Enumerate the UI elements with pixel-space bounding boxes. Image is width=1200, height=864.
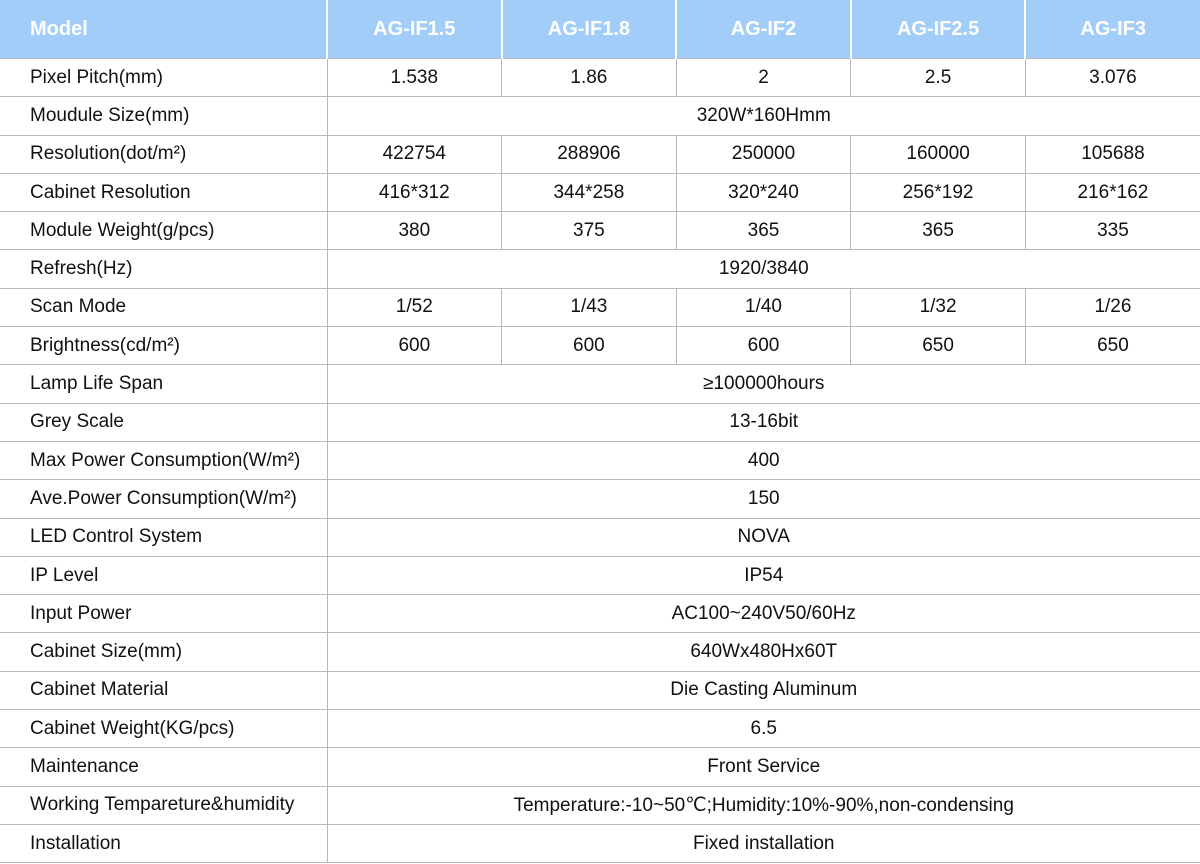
row-value-all-models: 1920/3840 xyxy=(327,250,1200,288)
table-row xyxy=(0,250,1200,288)
table-row xyxy=(0,173,1200,211)
row-value: 365 xyxy=(851,212,1026,250)
row-value-all-models: AC100~240V50/60Hz xyxy=(327,595,1200,633)
model-header-ag-if1-8: AG-IF1.8 xyxy=(502,0,677,59)
table-row xyxy=(0,288,1200,326)
row-value: 375 xyxy=(502,212,677,250)
table-row xyxy=(0,135,1200,173)
row-label: LED Control System xyxy=(0,518,327,556)
row-value: 1/52 xyxy=(327,288,502,326)
table-row xyxy=(0,365,1200,403)
row-label: Ave.Power Consumption(W/m²) xyxy=(0,480,327,518)
row-value: 416*312 xyxy=(327,173,502,211)
spec-table-body xyxy=(0,59,1200,863)
row-value-all-models: Fixed installation xyxy=(327,824,1200,862)
model-header-ag-if2: AG-IF2 xyxy=(676,0,851,59)
row-value-all-models: 640Wx480Hx60T xyxy=(327,633,1200,671)
row-value: 650 xyxy=(851,327,1026,365)
row-label: Max Power Consumption(W/m²) xyxy=(0,441,327,479)
row-value-all-models: 13-16bit xyxy=(327,403,1200,441)
model-header-ag-if2-5: AG-IF2.5 xyxy=(851,0,1026,59)
row-value: 3.076 xyxy=(1025,59,1200,97)
header-row xyxy=(0,0,1200,59)
row-value: 1/26 xyxy=(1025,288,1200,326)
row-value: 288906 xyxy=(502,135,677,173)
row-label: Maintenance xyxy=(0,748,327,786)
table-row xyxy=(0,480,1200,518)
table-row xyxy=(0,518,1200,556)
row-value: 1/40 xyxy=(676,288,851,326)
row-value: 600 xyxy=(676,327,851,365)
row-value-all-models: Front Service xyxy=(327,748,1200,786)
row-label: Refresh(Hz) xyxy=(0,250,327,288)
row-value: 365 xyxy=(676,212,851,250)
row-label: Cabinet Size(mm) xyxy=(0,633,327,671)
row-value: 380 xyxy=(327,212,502,250)
row-label: Resolution(dot/m²) xyxy=(0,135,327,173)
row-label: Lamp Life Span xyxy=(0,365,327,403)
row-value: 250000 xyxy=(676,135,851,173)
spec-table-header xyxy=(0,0,1200,59)
table-row xyxy=(0,786,1200,824)
row-label: Pixel Pitch(mm) xyxy=(0,59,327,97)
row-value: 160000 xyxy=(851,135,1026,173)
row-label: Grey Scale xyxy=(0,403,327,441)
table-row xyxy=(0,97,1200,135)
row-value-all-models: IP54 xyxy=(327,556,1200,594)
row-value-all-models: ≥100000hours xyxy=(327,365,1200,403)
table-row xyxy=(0,710,1200,748)
row-value-all-models: Temperature:-10~50℃;Humidity:10%-90%,non-condensing xyxy=(327,786,1200,824)
table-row xyxy=(0,633,1200,671)
row-value-all-models: 400 xyxy=(327,441,1200,479)
row-value: 422754 xyxy=(327,135,502,173)
row-value: 1/32 xyxy=(851,288,1026,326)
header-label: Model xyxy=(0,0,327,59)
row-value: 2 xyxy=(676,59,851,97)
row-value: 1.86 xyxy=(502,59,677,97)
row-value-all-models: 320W*160Hmm xyxy=(327,97,1200,135)
row-value: 600 xyxy=(502,327,677,365)
row-label: Module Weight(g/pcs) xyxy=(0,212,327,250)
row-label: Cabinet Resolution xyxy=(0,173,327,211)
table-row xyxy=(0,824,1200,862)
table-row xyxy=(0,556,1200,594)
table-row xyxy=(0,671,1200,709)
table-row xyxy=(0,403,1200,441)
row-value-all-models: 150 xyxy=(327,480,1200,518)
row-value: 344*258 xyxy=(502,173,677,211)
row-value: 1/43 xyxy=(502,288,677,326)
row-label: Installation xyxy=(0,824,327,862)
table-row xyxy=(0,212,1200,250)
row-label: Brightness(cd/m²) xyxy=(0,327,327,365)
model-header-ag-if1-5: AG-IF1.5 xyxy=(327,0,502,59)
row-value: 1.538 xyxy=(327,59,502,97)
table-row xyxy=(0,59,1200,97)
row-value: 105688 xyxy=(1025,135,1200,173)
table-row xyxy=(0,595,1200,633)
row-label: Cabinet Material xyxy=(0,671,327,709)
table-row xyxy=(0,441,1200,479)
row-label: Moudule Size(mm) xyxy=(0,97,327,135)
row-value: 2.5 xyxy=(851,59,1026,97)
row-label: Working Tempareture&humidity xyxy=(0,786,327,824)
row-value: 256*192 xyxy=(851,173,1026,211)
row-value: 650 xyxy=(1025,327,1200,365)
row-value: 216*162 xyxy=(1025,173,1200,211)
row-label: IP Level xyxy=(0,556,327,594)
table-row xyxy=(0,748,1200,786)
row-value-all-models: NOVA xyxy=(327,518,1200,556)
model-header-ag-if3: AG-IF3 xyxy=(1025,0,1200,59)
row-label: Scan Mode xyxy=(0,288,327,326)
table-row xyxy=(0,327,1200,365)
row-value: 600 xyxy=(327,327,502,365)
row-label: Cabinet Weight(KG/pcs) xyxy=(0,710,327,748)
row-label: Input Power xyxy=(0,595,327,633)
row-value: 335 xyxy=(1025,212,1200,250)
row-value-all-models: Die Casting Aluminum xyxy=(327,671,1200,709)
row-value-all-models: 6.5 xyxy=(327,710,1200,748)
row-value: 320*240 xyxy=(676,173,851,211)
